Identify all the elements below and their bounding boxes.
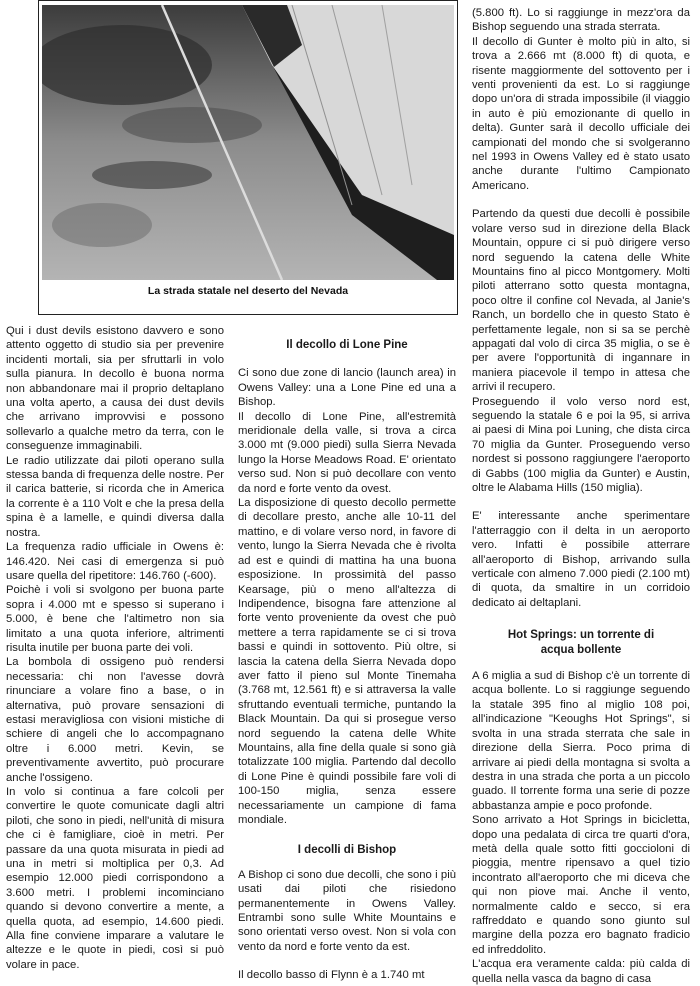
paragraph: Le radio utilizzate dai piloti operano sulla stessa banda di frequenza delle nostre. Per il carica batterie, si ricorda che in America la corrente è a 110 Volt e che la presa della spina è a lamelle, e quindi diversa dalla nostra. <box>6 454 224 539</box>
photo-illustration <box>42 5 454 280</box>
paragraph: Ci sono due zone di lancio (launch area) in Owens Valley: una a Lone Pine ed una a Bishop. <box>238 367 456 409</box>
paragraph: La disposizione di questo decollo permette di decollare presto, anche alle 10-11 del mattino, e di volare verso nord, in favore di vento, lungo la Sierra Nevada che è rivolta ad est e quindi di mattina ha una buona esposizione. In prossimità del passo Kearsage, più o meno all'altezza di Indipendence, bisogna fare attenzione al forte vento proveniente da ovest che può mettere a terra rapidamente se ci si trova bassi e quindi in sottovento. Più oltre, si lascia la catena della Sierra Nevada dopo aver fatto il pieno sul Monte Tinemaha (3.768 mt, 12.561 ft) e si attraversa la valle sfruttando eventuali termiche, puntando la Black Mountain. Da qui si prosegue verso nord seguendo la catena delle White Mountains, alla fine della quale si sono già totalizzate 100 miglia. Partendo dal decollo di Lone Pine è quindi possibile fare voli di 100-150 miglia, senza essere necessariamente un campione di fama mondiale. <box>238 497 456 826</box>
paragraph: Partendo da questi due decolli è possibile volare verso sud in direzione della Black Mountain, oppure ci si può dirigere verso nord seguendo la catena delle White Mountains fino al picco Montgomery. Molti piloti atterrano sotto questa montagna, poco oltre il confine col Nevada, al Janie's Ranch, un bordello che in questo Stato è perfettamente legale, non si sa se perchè appagati dal volo di circa 35 miglia, o se è per avere l'opportunità di ingannare in maniera piacevole il tempo in attesa che arrivi il recupero. <box>472 208 690 394</box>
paragraph: In volo si continua a fare colcoli per convertire le quote comunicate dagli altri piloti, che sono in piedi, nell'unità di misura che ci è famigliare, cioè in metri. Per passare da una quota misurata in piedi ad una in metri si moltiplica per 0,3. Ad esempio 12.000 piedi corrispondono a 3.600 metri. I problemi incominciano quando si devono convertire a mente, a quella quota, ad esempio, 14.600 piedi. Alla fine conviene imparare a valutare le altezze e le quote in piedi, così si può volare in pace. <box>6 786 224 971</box>
figure <box>38 0 458 315</box>
paragraph: E' interessante anche sperimentare l'atterraggio con il delta in un aeroporto vero. Infatti è possibile atterrare all'aeroporto di Bishop, arrivando sulla verticale con almeno 7.000 piedi (2.100 mt) di quota, da smaltire in un corridoio dedicato ai deltaplani. <box>472 510 690 609</box>
column-left <box>6 324 224 972</box>
paragraph: La frequenza radio ufficiale in Owens è: 146.420. Nei casi di emergenza si può usare quella del ripetitore: 146.760 (-600). <box>6 541 224 582</box>
paragraph: Proseguendo il volo verso nord est, seguendo la statale 6 e poi la 95, si arriva ai paesi di Mina poi Luning, che dista circa 70 miglia da Gunter. Proseguendo verso nordest si possono raggiungere l'aeroporto di Gabbs (100 miglia da Gunter) e Austin, oltre le Alabama Hills (150 miglia). <box>472 395 690 494</box>
paragraph: La bombola di ossigeno può rendersi necessaria: chi non l'avesse dovrà rinunciare a volare fino a base, o in alternativa, può provare sensazioni di estasi meravigliosa con visioni mistiche di schiere di angeli che lo accompagnano oltre i 6.000 metri. Kevin, se preventivamente avvertito, può procurare anche l'ossigeno. <box>6 656 224 784</box>
desert-road-photo <box>42 5 454 280</box>
paragraph: Poichè i voli si svolgono per buona parte sopra i 4.000 mt e spesso si superano i 5.000, è bene che l'altimetro non sia limitato a una quota inferiore, altrimenti risulta inutile per buona parte dei voli. <box>6 584 224 654</box>
paragraph: Il decollo di Gunter è molto più in alto, si trova a 2.666 mt (8.000 ft) di quota, e risente maggiormente del sottovento per i venti provenienti da est. Lo si raggiunge dopo un'ora di strada impossibile (il viaggio in auto è più emozionante di quello in delta). Gunter sarà il decollo ufficiale dei campionati del mondo che si svolgeranno nel 1993 in Owens Valley ed è stato usato anche durante l'ultimo Campionato Americano. <box>472 35 690 192</box>
paragraph: Qui i dust devils esistono davvero e sono attento oggetto di studio sia per prevenire incidenti mortali, sia per sfruttarli in volo sulla pianura. In decollo è buona norma non abbandonare mai il proprio deltaplano una volta aperto, a causa dei dust devils che arrivano improvvisi e possono sollevarlo a qualche metro da terra, con le conseguenze immaginabili. <box>6 325 224 453</box>
column-right <box>472 6 690 986</box>
section-heading-lone-pine: Il decollo di Lone Pine <box>286 339 408 351</box>
figure-caption: La strada statale nel deserto del Nevada <box>147 285 349 297</box>
column-middle <box>238 338 456 983</box>
paragraph: Il decollo basso di Flynn è a 1.740 mt <box>238 969 425 982</box>
section-heading-bishop: I decolli di Bishop <box>297 844 397 857</box>
paragraph: Sono arrivato a Hot Springs in bicicletta, dopo una pedalata di circa tre quarti d'ora, metà della quale sotto fitti goccioloni di pioggia, mentre ripensavo a quel tizio incontrato all'aeroporto che mi diceva che qui non piove mai. Anche il vento, normalmente caldo e secco, si era raffreddato e quando sono giunto sul margine della pozza ero bagnato fradicio ed infreddolito. <box>472 814 690 956</box>
paragraph: A Bishop ci sono due decolli, che sono i più usati dai piloti che risiedono permanentemente in Owens Valley. Entrambi sono sulle White Mountains e sono orientati verso ovest. Non si vola con vento da nord e forte vento da est. <box>238 868 456 953</box>
paragraph: (5.800 ft). Lo si raggiunge in mezz'ora da Bishop seguendo una strada sterrata. <box>472 7 690 34</box>
paragraph: A 6 miglia a sud di Bishop c'è un torrente di acqua bollente. Lo si raggiunge seguendo la statale 395 fino al miglio 108 poi, all'indicazione "Keoughs Hot Springs", si svolta in una strada sterrata che sale in direzione della Sierra. Poco prima di arrivare ai piedi della montagna si svolta a destra in una strada che porta a un piccolo guado. Il torrente forma una serie di pozze abbastanza ampie e poco profonde. <box>472 670 690 812</box>
paragraph: L'acqua era veramente calda: più calda di quella nella vasca da bagno di casa <box>472 958 690 985</box>
section-heading-hot-springs: Hot Springs: un torrente di acqua bollente <box>507 629 655 656</box>
paragraph: Il decollo di Lone Pine, all'estremità meridionale della valle, si trova a circa 3.000 mt (9.000 piedi) sulla Sierra Nevada lungo la Horse Meadows Road. E' orientato verso sud. Non si può decollare con vento da nord e forte vento da ovest. <box>238 410 456 495</box>
